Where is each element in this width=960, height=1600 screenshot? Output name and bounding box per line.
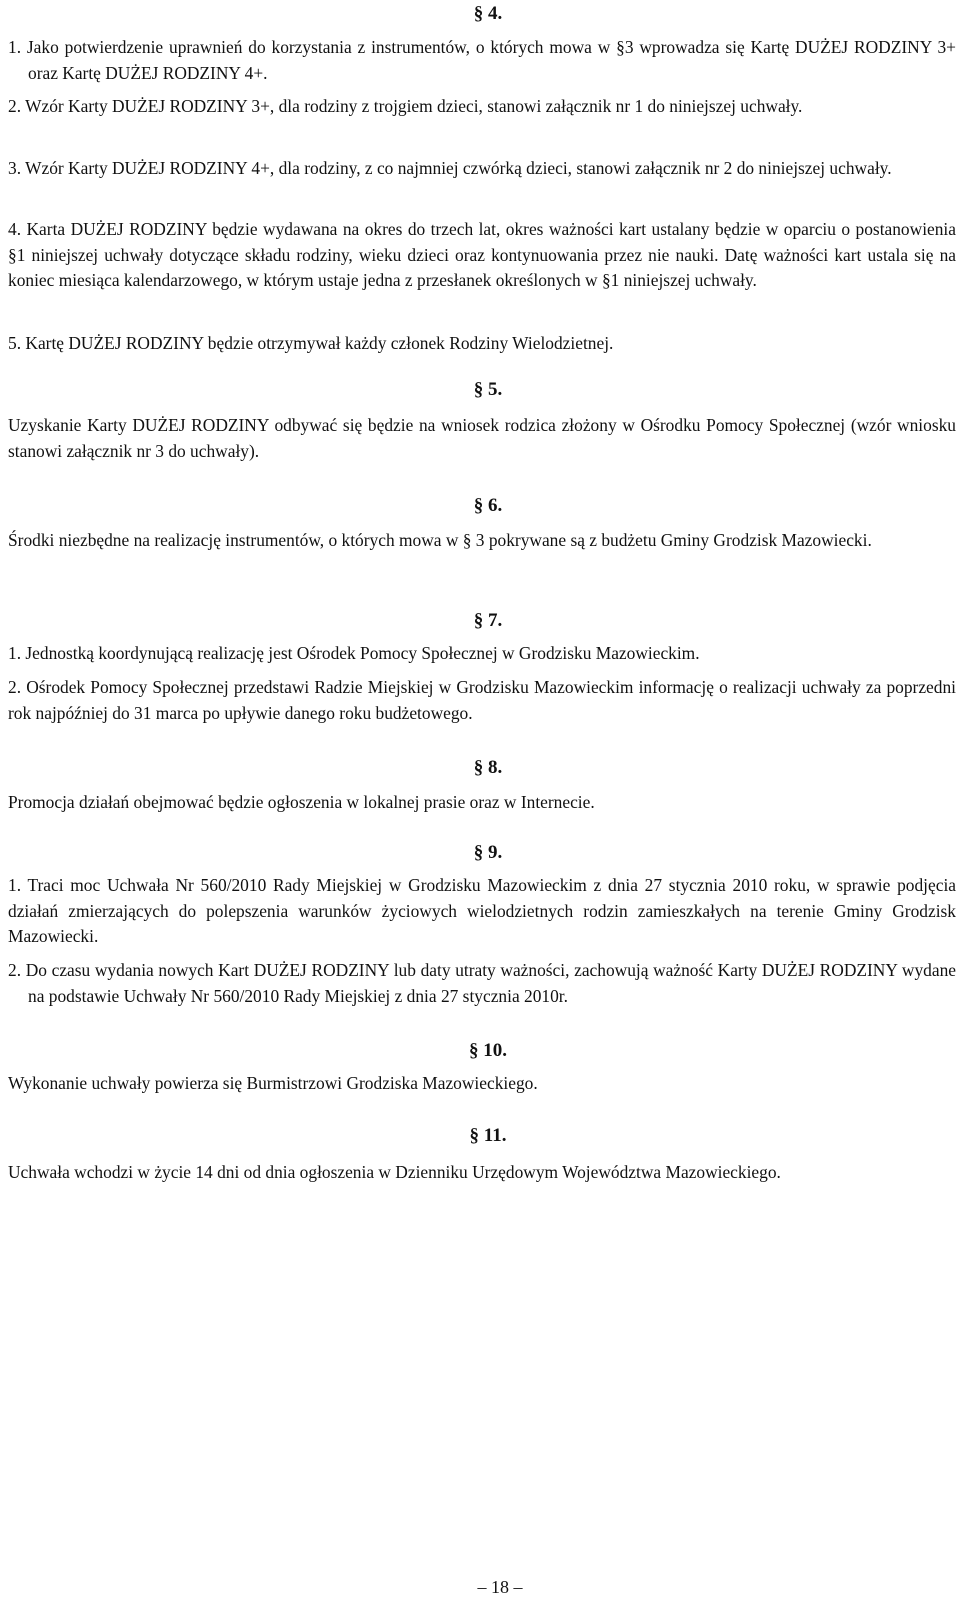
section-9-item-1: 1. Traci moc Uchwała Nr 560/2010 Rady Miejskiej w Grodzisku Mazowieckim z dnia 27 stycznia 2010 roku, w sprawie podjęcia działań zmierzających do polepszenia warunków życiowych wielodzietnych rodzin zamieszkałych na terenie Gminy Grodzisk Mazowiecki.: [8, 875, 956, 946]
section-10-heading: § 10.: [469, 1040, 507, 1061]
section-5-text: Uzyskanie Karty DUŻEJ RODZINY odbywać się będzie na wniosek rodzica złożony w Ośrodku Pomocy Społecznej (wzór wniosku stanowi załącznik nr 3 do uchwały).: [8, 415, 956, 461]
section-4-item-1: 1. Jako potwierdzenie uprawnień do korzystania z instrumentów, o których mowa w §3 wprowadza się Kartę DUŻEJ RODZINY 3+ oraz Kartę DUŻEJ RODZINY 4+.: [8, 37, 956, 83]
section-7-item-1: 1. Jednostką koordynującą realizację jest Ośrodek Pomocy Społecznej w Grodzisku Mazowieckim.: [8, 643, 700, 663]
section-8-heading: § 8.: [473, 757, 503, 778]
section-8-text: Promocja działań obejmować będzie ogłoszenia w lokalnej prasie oraz w Internecie.: [8, 792, 595, 812]
section-9-heading: § 9.: [473, 842, 503, 863]
section-4-item-5: 5. Kartę DUŻEJ RODZINY będzie otrzymywał każdy członek Rodziny Wielodzietnej.: [8, 333, 614, 353]
section-6-text: Środki niezbędne na realizację instrumentów, o których mowa w § 3 pokrywane są z budżetu Gminy Grodzisk Mazowiecki.: [8, 530, 872, 550]
page-number: – 18 –: [477, 1577, 523, 1597]
section-11-heading: § 11.: [469, 1125, 507, 1146]
section-10-text: Wykonanie uchwały powierza się Burmistrzowi Grodziska Mazowieckiego.: [8, 1073, 538, 1093]
section-6-heading: § 6.: [473, 495, 503, 516]
section-5-heading: § 5.: [473, 379, 503, 400]
section-4-item-3: 3. Wzór Karty DUŻEJ RODZINY 4+, dla rodziny, z co najmniej czwórką dzieci, stanowi załącznik nr 2 do niniejszej uchwały.: [8, 158, 892, 178]
section-4-item-4: 4. Karta DUŻEJ RODZINY będzie wydawana na okres do trzech lat, okres ważności kart ustalany będzie w oparciu o postanowienia §1 niniejszej uchwały dotyczące składu rodziny, wieku dzieci oraz kontynuowania przez nie nauki. Datę ważności kart ustala się na koniec miesiąca kalendarzowego, w którym ustaje jedna z przesłanek określonych w §1 niniejszej uchwały.: [8, 219, 956, 290]
section-4-item-2: 2. Wzór Karty DUŻEJ RODZINY 3+, dla rodziny z trojgiem dzieci, stanowi załącznik nr 1 do niniejszej uchwały.: [8, 96, 803, 116]
section-7-heading: § 7.: [473, 610, 503, 631]
section-11-text: Uchwała wchodzi w życie 14 dni od dnia ogłoszenia w Dzienniku Urzędowym Województwa Mazowieckiego.: [8, 1162, 781, 1182]
section-9-item-2: 2. Do czasu wydania nowych Kart DUŻEJ RODZINY lub daty utraty ważności, zachowują ważność Karty DUŻEJ RODZINY wydane na podstawie Uchwały Nr 560/2010 Rady Miejskiej z dnia 27 stycznia 2010r.: [8, 960, 956, 1006]
section-4-heading: § 4.: [473, 3, 503, 24]
section-7-item-2: 2. Ośrodek Pomocy Społecznej przedstawi Radzie Miejskiej w Grodzisku Mazowieckim informację o realizacji uchwały za poprzedni rok najpóźniej do 31 marca po upływie danego roku budżetowego.: [8, 677, 956, 723]
